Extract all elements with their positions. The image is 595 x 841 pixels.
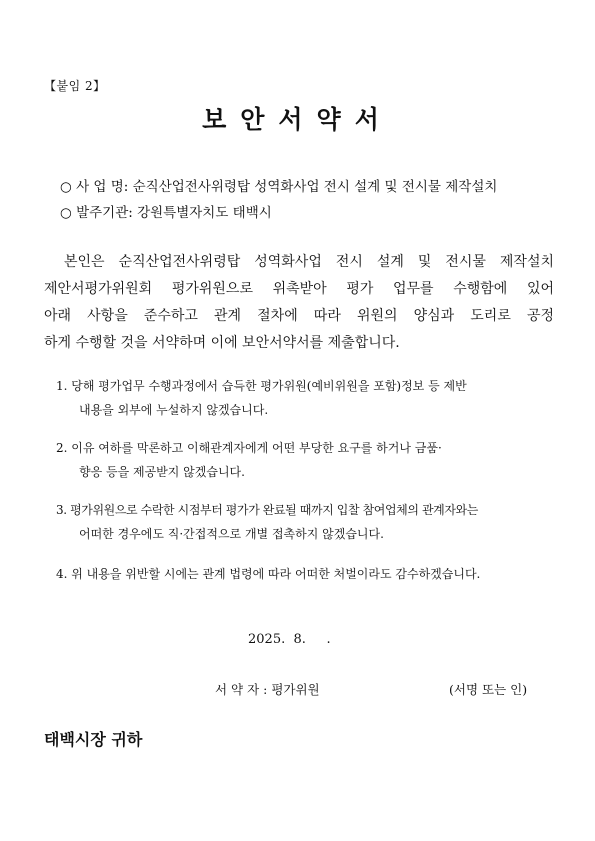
pledge-item-4: [56, 562, 556, 586]
pledge-item-line: 4. 위 내용을 위반할 시에는 관계 법령에 따라 어떠한 처벌이라도 감수하겠습니다.: [56, 567, 481, 581]
pledge-item-3: [56, 498, 556, 546]
pledge-item-line: 3. 평가위원으로 수락한 시점부터 평가가 완료될 때까지 입찰 참여업체의 관계자와는: [56, 503, 478, 517]
pledge-item-line: 내용을 외부에 누설하지 않겠습니다.: [79, 403, 269, 417]
intro-paragraph: [44, 249, 554, 357]
attachment-label: 【붙임 2】: [44, 79, 106, 93]
document-title: 보안서약서: [202, 105, 393, 134]
pledge-item-line: 향응 등을 제공받지 않겠습니다.: [79, 465, 245, 479]
project-name-line: ○ 사 업 명: 순직산업전사위령탑 성역화사업 전시 설계 및 전시물 제작설치: [60, 179, 498, 195]
addressee: 태백시장 귀하: [44, 730, 143, 749]
intro-line: 아래 사항을 준수하고 관계 절차에 따라 위원의 양심과 도리로 공정: [44, 308, 554, 324]
client-agency-line: ○ 발주기관: 강원특별자치도 태백시: [60, 205, 272, 221]
pledge-item-2: [56, 436, 556, 484]
intro-line: 본인은 순직산업전사위령탑 성역화사업 전시 설계 및 전시물 제작설치: [64, 254, 554, 270]
pledge-item-line: 어떠한 경우에도 직·간접적으로 개별 접촉하지 않겠습니다.: [79, 527, 384, 541]
signature-placeholder: (서명 또는 인): [449, 682, 528, 697]
signer-label: 서 약 자 : 평가위원: [215, 682, 320, 697]
intro-line: 제안서평가위원회 평가위원으로 위촉받아 평가 업무를 수행함에 있어: [44, 281, 554, 297]
intro-line: 하게 수행할 것을 서약하며 이에 보안서약서를 제출합니다.: [44, 335, 400, 351]
pledge-date: 2025. 8. .: [248, 632, 331, 647]
pledge-item-line: 1. 당해 평가업무 수행과정에서 습득한 평가위원(예비위원을 포함)정보 등 제반: [56, 379, 467, 393]
pledge-item-line: 2. 이유 여하를 막론하고 이해관계자에게 어떤 부당한 요구를 하거나 금품·: [56, 441, 442, 455]
pledge-item-1: [56, 374, 556, 422]
